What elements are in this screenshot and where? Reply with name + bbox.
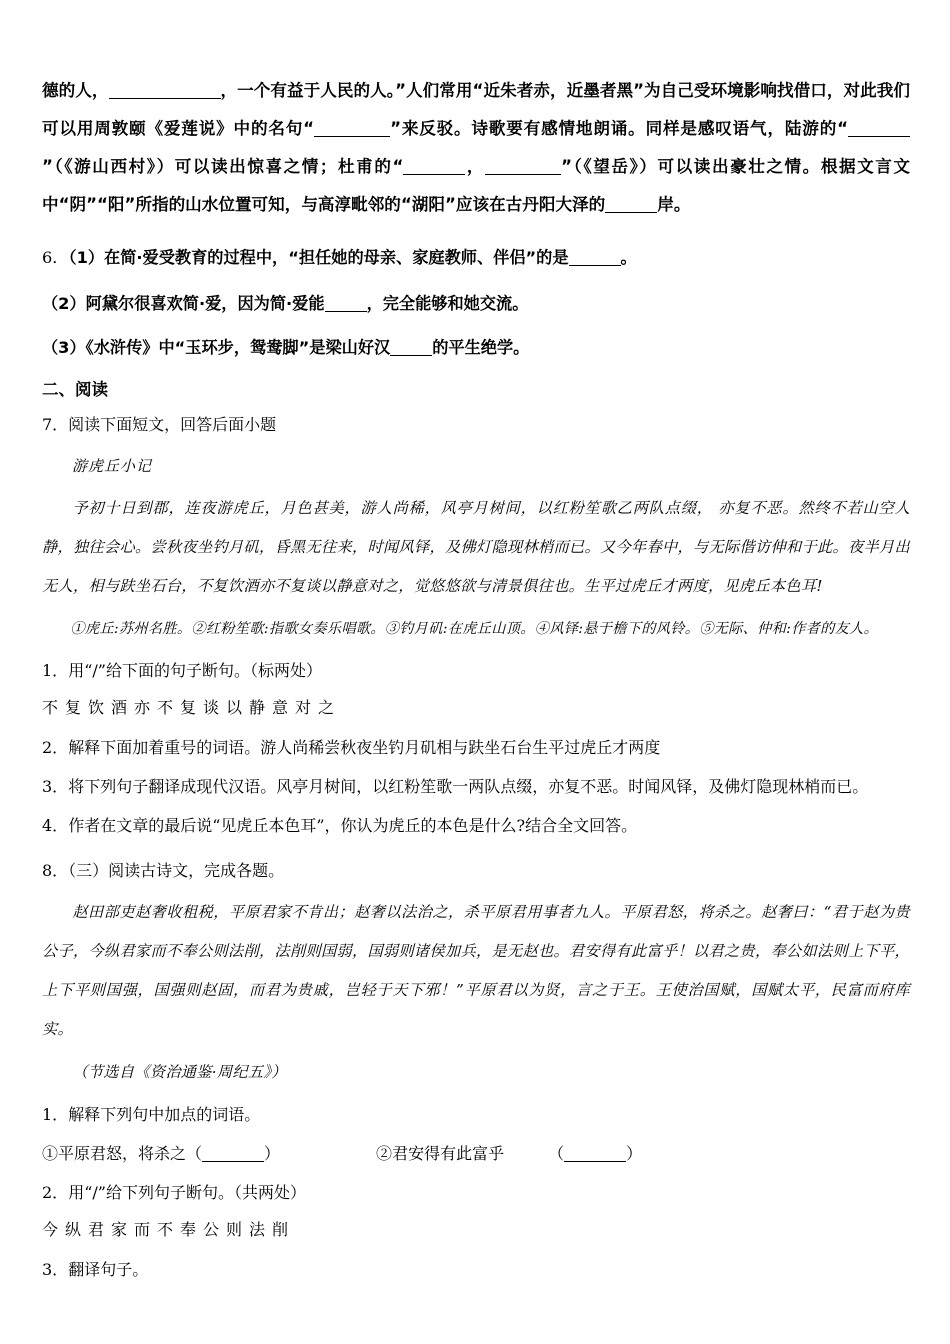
q8-item-2-label: 2． bbox=[42, 1183, 69, 1202]
q5-blank-6[interactable] bbox=[605, 212, 657, 213]
q8-passage-body: 赵田部吏赵奢收租税，平原君家不肯出；赵奢以法治之，杀平原君用事者九人。平原君怒，将杀之。赵奢曰：“君于赵为贵公子，今纵君家而不奉公则法削，法削则国弱，国弱则诸侯加兵，是无赵也。君安得有此富乎！以君之贵，奉公如法则上下平，上下平则国强，国强则赵固，而君为贵戚，岂轻于天下邪！”平原君以为贤，言之于王。王使治国赋，国赋太平，民富而府库实。 bbox=[42, 903, 910, 1038]
q7-item-3-label: 3． bbox=[42, 777, 69, 796]
q5-line3-text-b: ， bbox=[465, 157, 486, 176]
q8-passage-source: （节选自《资治通鉴·周纪五》） bbox=[72, 1063, 287, 1081]
q6-sub2-suffix: ，完全能够和她交流。 bbox=[366, 294, 529, 313]
q6-number: 6． bbox=[42, 248, 69, 267]
q5-line4-text-a: 言文中“阴”“阳”所指的山水位置可知，与高淳毗邻的“湖阳”应该在古丹阳大泽的 bbox=[42, 157, 911, 214]
q8-item-1-text: 解释下列句中加点的词语。 bbox=[68, 1105, 261, 1124]
q7-passage-notes: ①虎丘:苏州名胜。②红粉笙歌:指歌女奏乐唱歌。③钓月矶:在虎丘山顶。④风铎:悬于檐下的风铃。⑤无际、仲和:作者的友人。 bbox=[70, 621, 879, 637]
q8-explain-blank-2[interactable] bbox=[564, 1161, 626, 1162]
q6-sub1 bbox=[42, 240, 910, 276]
q8-explain-2-open: （ bbox=[548, 1144, 565, 1163]
q7-stem: 7．阅读下面短文，回答后面小题 bbox=[42, 415, 277, 434]
q8-item-3 bbox=[42, 1253, 910, 1286]
q6-sub1-prefix: （1）在简·爱受教育的过程中，“担任她的母亲、家庭教师、伴侣”的是 bbox=[68, 248, 569, 267]
q8-explain-1-text: 平原君怒，将杀之（ bbox=[58, 1144, 203, 1163]
section-heading-reading: 二、阅读 bbox=[42, 380, 108, 399]
q8-explain-2-close: ） bbox=[626, 1144, 643, 1163]
q7-passage-body: 予初十日到郡，连夜游虎丘，月色甚美，游人尚稀，风亭月树间，以红粉笙歌乙两队点缀， 亦复不恶。然终不若山空人静，独往会心。尝秋夜坐钓月矶，昏黑无往来，时闻风铎，及佛灯隐现林梢而已。又今年春中，与无际偕访伸和于此。夜半月出无人，相与趺坐石台，不复饮酒亦不复谈以静意对之，觉悠悠欲与清景俱往也。生平过虎丘才两度，见虎丘本色耳! bbox=[42, 499, 910, 595]
q8-explain-1-mark: ① bbox=[42, 1144, 59, 1163]
q5-blank-2[interactable] bbox=[314, 136, 390, 137]
q8-item-1-label: 1． bbox=[42, 1105, 69, 1124]
q8-explain-2-text: 君安得有此富乎 bbox=[392, 1144, 505, 1163]
q5-line3-text-a: ”（《游山西村》）可以读出惊喜之情；杜甫的“ bbox=[42, 157, 404, 176]
q6-sub3-prefix: （3）《水浒传》中“玉环步，鸳鸯脚”是梁山好汉 bbox=[42, 338, 391, 357]
q8-explain-blank-1[interactable] bbox=[202, 1161, 264, 1162]
q6-blank-2[interactable] bbox=[325, 311, 367, 312]
q7-item-1 bbox=[42, 654, 910, 687]
q6-sub3 bbox=[42, 330, 910, 366]
q5-line1-text-b: ，一个有益于人民的人。”人们常用“近朱者赤，近墨者黑”为自己受环境影响找借口，对此 bbox=[220, 81, 877, 100]
q6-blank-3[interactable] bbox=[390, 355, 432, 356]
q6-blank-1[interactable] bbox=[569, 265, 621, 266]
q8-item-3-label: 3． bbox=[42, 1260, 69, 1279]
q5-blank-3[interactable] bbox=[848, 136, 910, 137]
q7-item-2 bbox=[42, 731, 910, 764]
q7-item-3-text: 将下列句子翻译成现代汉语。风亭月树间，以红粉笙歌一两队点缀，亦复不恶。时闻风铎，及佛灯隐现林梢而已。 bbox=[68, 777, 869, 796]
q8-explain-2-mark: ② bbox=[376, 1144, 393, 1163]
q8-item-1 bbox=[42, 1098, 910, 1131]
q5-line2-text-a: 我们可以用周敦颐《爱莲说》中的名句“ bbox=[42, 81, 910, 138]
q7-item-3 bbox=[42, 770, 910, 803]
q5-blank-4[interactable] bbox=[403, 174, 465, 175]
q8-explain-item-1 bbox=[42, 1144, 280, 1163]
q5-line2-text-b: ”来反驳。诗歌要有感情地朗诵。同样是感叹语气，陆游的“ bbox=[390, 119, 849, 138]
q7-item-2-text: 解释下面加着重号的词语。游人尚稀尝秋夜坐钓月矶相与趺坐石台生平过虎丘才两度 bbox=[68, 738, 661, 757]
q5-line4-text-b: 岸。 bbox=[657, 195, 691, 214]
q8-item-2 bbox=[42, 1176, 910, 1209]
q8-explain-1-close: ） bbox=[264, 1144, 281, 1163]
q7-item-2-label: 2． bbox=[42, 738, 69, 757]
q8-item-3-text: 翻译句子。 bbox=[68, 1260, 149, 1279]
q5-blank-1[interactable] bbox=[109, 98, 221, 99]
q5-line1-text-a: 德的人， bbox=[42, 81, 109, 100]
q8-item-2-text: 用“/”给下列句子断句。（共两处） bbox=[68, 1183, 306, 1202]
q8-stem: 8．（三）阅读古诗文，完成各题。 bbox=[42, 861, 285, 880]
q8-item-2-sentence[interactable]: 今纵君家而不奉公则法削 bbox=[42, 1220, 296, 1239]
q7-passage-title: 游虎丘小记 bbox=[72, 457, 153, 475]
q6-sub1-suffix: 。 bbox=[620, 248, 637, 267]
q7-item-1-label: 1． bbox=[42, 661, 69, 680]
q5-cloze-paragraph bbox=[42, 72, 910, 224]
q8-explain-item-2 bbox=[376, 1144, 642, 1163]
q7-item-1-text: 用“/”给下面的句子断句。（标两处） bbox=[68, 661, 322, 680]
q6-sub2-prefix: （2）阿黛尔很喜欢简·爱，因为简·爱能 bbox=[42, 294, 325, 313]
q7-item-4 bbox=[42, 809, 910, 842]
q5-line3-text-c: ”（《望岳》）可以读出豪壮之情。根据文 bbox=[561, 157, 876, 176]
q7-item-4-label: 4． bbox=[42, 816, 69, 835]
q7-item-4-text: 作者在文章的最后说“见虎丘本色耳”，你认为虎丘的本色是什么?结合全文回答。 bbox=[68, 816, 638, 835]
q6-sub3-suffix: 的平生绝学。 bbox=[432, 338, 530, 357]
q7-item-1-sentence[interactable]: 不复饮酒亦不复谈以静意对之 bbox=[42, 698, 342, 717]
q6-sub2 bbox=[42, 286, 910, 322]
q8-explain-row bbox=[42, 1137, 910, 1170]
q5-blank-5[interactable] bbox=[485, 174, 561, 175]
